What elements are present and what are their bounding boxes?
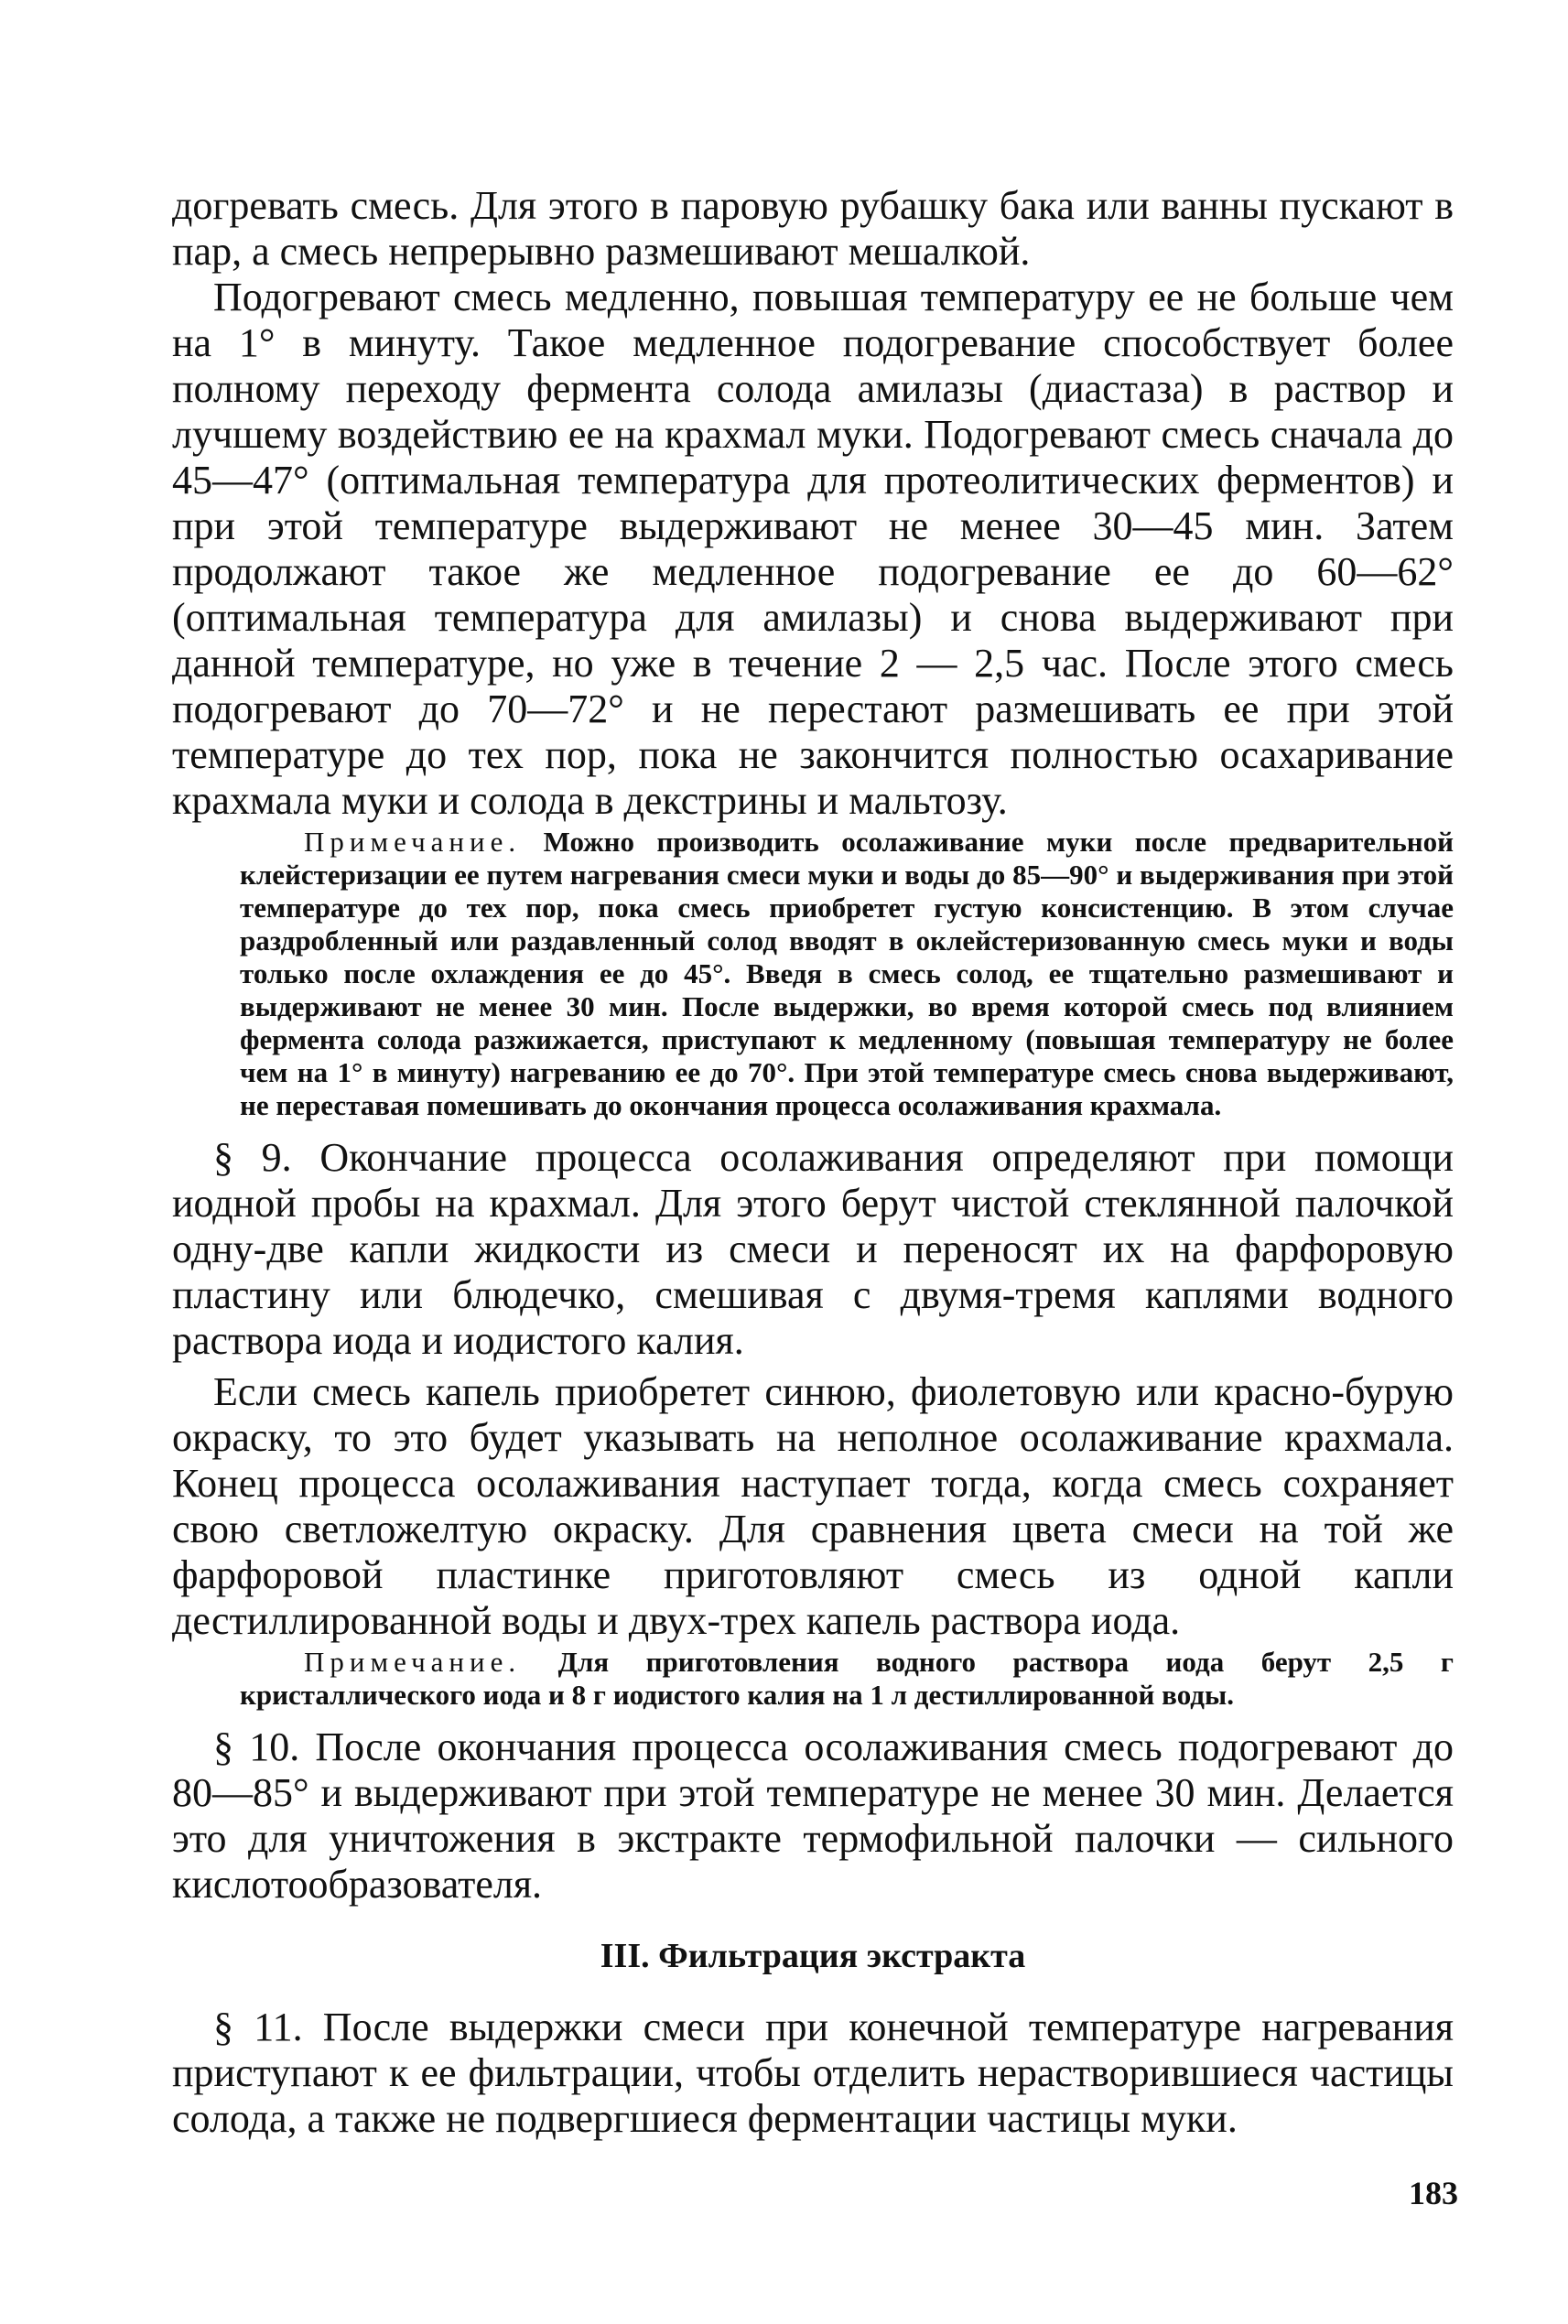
note-label: Примечание.	[304, 1646, 522, 1678]
paragraph-continuation: догревать смесь. Для этого в паровую рубашку бака или ванны пускают в пар, а смесь непрерывно размешивают мешалкой.	[172, 183, 1454, 274]
note-text: Можно производить осолаживание муки после предварительной клейстеризации ее путем нагревания смеси муки и воды до 85—90° и выдерживания при этой температуре до тех пор, пока смесь приобретет густую консистенцию. В этом случае раздробленный или раздавленный солод вводят в оклейстеризованную смесь муки и воды только после охлаждения ее до 45°. Введя в смесь солод, ее тщательно размешивают и выдерживают не менее 30 мин. После выдержки, во время которой смесь под влиянием фермента солода разжижается, приступают к медленному (повышая температуру не более чем на 1° в минуту) нагреванию ее до 70°. При этой температуре смесь снова выдерживают, не переставая помешивать до окончания процесса осолаживания крахмала.	[240, 826, 1454, 1121]
paragraph-section-11: § 11. После выдержки смеси при конечной температуре нагревания приступают к ее фильтрации, чтобы отделить нерастворившиеся частицы солода, а также не подвергшиеся ферментации частицы муки.	[172, 2005, 1454, 2141]
paragraph-heating-process: Подогревают смесь медленно, повышая температуру ее не больше чем на 1° в минуту. Такое медленное подогревание способствует более полному переходу фермента солода амилазы (диастаза) в раствор и лучшему воздействию ее на крахмал муки. Подогревают смесь сначала до 45—47° (оптимальная температура для протеолитических ферментов) и при этой температуре выдерживают не менее 30—45 мин. Затем продолжают такое же медленное подогревание ее до 60—62° (оптимальная температура для амилазы) и снова выдерживают при данной температуре, но уже в течение 2 — 2,5 час. После этого смесь подогревают до 70—72° и не перестают размешивать ее при этой температуре до тех пор, пока не закончится полностью осахаривание крахмала муки и солода в декстрины и мальтозу.	[172, 275, 1454, 823]
note-iodine-solution	[172, 1646, 1454, 1712]
paragraph-section-10: § 10. После окончания процесса осолаживания смесь подогревают до 80—85° и выдерживают при этой температуре не менее 30 мин. Делается это для уничтожения в экстракте термофильной палочки — сильного кислотообразователя.	[172, 1724, 1454, 1907]
note-preliminary-gelatinization	[172, 826, 1454, 1122]
section-heading: III. Фильтрация экстракта	[600, 1937, 1026, 1975]
page-number: 183	[1409, 2175, 1458, 2211]
note-text: Для приготовления водного раствора иода берут 2,5 г кристаллического иода и 8 г иодистого калия на 1 л дестиллированной воды.	[240, 1646, 1454, 1711]
page-body	[172, 183, 1454, 2142]
paragraph-section-9: § 9. Окончание процесса осолаживания определяют при помощи иодной пробы на крахмал. Для этого берут чистой стеклянной палочкой одну-две капли жидкости из смеси и переносят их на фарфоровую пластину или блюдечко, смешивая с двумя-тремя каплями водного раствора иода и иодистого калия.	[172, 1135, 1454, 1363]
paragraph-color-test: Если смесь капель приобретет синюю, фиолетовую или красно-бурую окраску, то это будет указывать на неполное осолаживание крахмала. Конец процесса осолаживания наступает тогда, когда смесь сохраняет свою светложелтую окраску. Для сравнения цвета смеси на той же фарфоровой пластинке приготовляют смесь из одной капли дестиллированной воды и двух-трех капель раствора иода.	[172, 1369, 1454, 1643]
note-label: Примечание.	[304, 826, 522, 858]
